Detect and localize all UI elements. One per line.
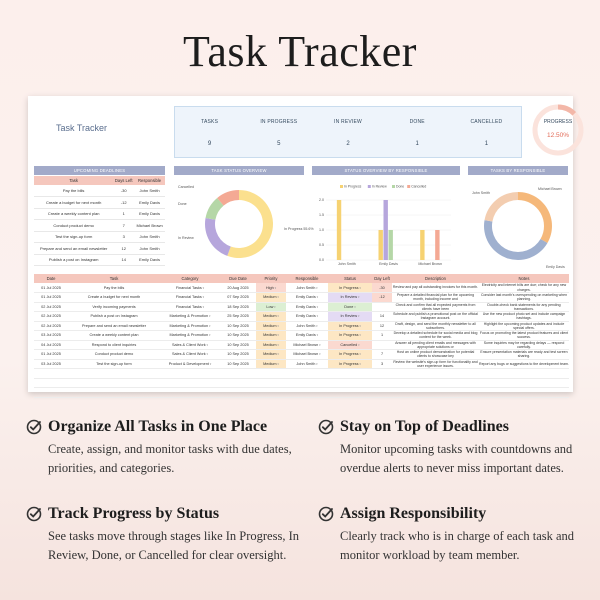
task-responsible[interactable]: Emily Davis ▾ — [286, 293, 328, 303]
check-badge-icon — [318, 506, 334, 522]
task-priority[interactable]: Medium ▾ — [256, 350, 286, 360]
task-days-left: 7 — [372, 350, 392, 360]
column-header: Category — [160, 274, 220, 283]
progress-ring-graphic — [528, 102, 588, 158]
stats-bar — [174, 106, 522, 158]
deadline-days-left: -30 — [113, 185, 134, 197]
task-date: 02 Jul 2025 — [34, 302, 68, 312]
y-tick-label: 1.5 — [319, 213, 324, 218]
chevron-down-icon[interactable]: ▾ — [358, 352, 361, 357]
task-notes: Some inquiries may be regarding delays — respond carefully. — [479, 340, 569, 350]
task-name: Create a budget for next month — [68, 293, 160, 303]
task-description: Draft, design, and send the monthly newsletter to all subscribers. — [392, 321, 479, 331]
slice-label: Michael Brown — [538, 187, 562, 191]
task-description: Schedule and publish a promotional post on the official Instagram account. — [393, 312, 478, 321]
task-date — [34, 378, 68, 388]
task-description — [392, 378, 479, 388]
chevron-down-icon[interactable]: ▾ — [315, 304, 319, 309]
deadline-days-left: -12 — [113, 197, 134, 209]
chevron-down-icon[interactable]: ▾ — [315, 323, 318, 328]
legend-label: Done — [396, 184, 405, 189]
stat-label: DONE — [409, 119, 425, 125]
task-due-date: 10 Sep 2025 — [220, 331, 256, 341]
task-row[interactable] — [34, 331, 569, 341]
task-responsible[interactable]: Emily Davis ▾ — [286, 312, 328, 322]
chevron-down-icon[interactable]: ▾ — [315, 333, 319, 338]
task-priority[interactable]: Low ▾ — [256, 302, 286, 312]
task-days-left — [372, 369, 392, 379]
task-date: 01 Jul 2025 — [34, 283, 68, 293]
chevron-down-icon[interactable]: ▾ — [315, 361, 318, 366]
task-date — [34, 388, 68, 398]
stat-value: 1 — [484, 141, 489, 147]
check-badge-icon — [26, 506, 42, 522]
chevron-down-icon[interactable]: ▾ — [358, 361, 361, 366]
responsible-slice — [518, 192, 552, 243]
status-donut-chart — [174, 178, 314, 270]
stat-value: 9 — [207, 141, 212, 147]
y-tick-label: 0.5 — [319, 243, 324, 248]
task-description: Host an online product demonstration for potential clients to showcase key — [392, 350, 479, 360]
task-name: Publish a post on Instagram — [68, 312, 160, 322]
task-date: 01 Jul 2025 — [34, 293, 68, 303]
status-by-responsible-header: STATUS OVERVIEW BY RESPONSIBLE — [312, 166, 460, 175]
chevron-down-icon[interactable]: ▾ — [205, 352, 209, 357]
task-row[interactable] — [34, 350, 569, 360]
deadline-row[interactable] — [34, 208, 165, 220]
empty-row[interactable] — [34, 378, 569, 388]
stat-cancelled — [452, 107, 521, 157]
chevron-down-icon[interactable]: ▾ — [318, 342, 321, 347]
deadline-task: Conduct product demo — [34, 220, 113, 232]
deadline-task: Create a budget for next month — [34, 197, 113, 209]
task-name: Respond to client inquiries — [68, 340, 160, 350]
slice-label: Cancelled — [178, 185, 194, 189]
y-tick-label: 0.0 — [319, 258, 324, 263]
task-priority[interactable]: Medium ▾ — [256, 331, 286, 341]
task-due-date — [220, 378, 256, 388]
feature-text: Monitor upcoming tasks with countdowns and overdue alerts to never miss important dates. — [340, 442, 573, 475]
task-days-left: 12 — [372, 321, 392, 331]
chevron-down-icon[interactable]: ▾ — [358, 285, 361, 290]
deadline-days-left: 3 — [113, 231, 134, 243]
chevron-down-icon[interactable]: ▾ — [273, 304, 276, 309]
task-days-left — [372, 388, 392, 398]
deadline-row[interactable] — [34, 220, 165, 232]
deadline-responsible: Emily Davis — [134, 208, 165, 220]
task-days-left — [372, 340, 392, 350]
feature-deadlines — [318, 418, 588, 478]
task-row[interactable] — [34, 293, 569, 303]
task-responsible — [286, 378, 328, 388]
page-title: Task Tracker — [183, 27, 417, 76]
task-priority — [256, 378, 286, 388]
task-responsible[interactable]: Emily Davis ▾ — [286, 331, 328, 341]
chevron-down-icon[interactable]: ▾ — [318, 352, 321, 357]
chevron-down-icon[interactable]: ▾ — [357, 314, 360, 319]
check-badge-icon — [318, 419, 334, 435]
task-description — [392, 369, 479, 379]
task-table — [34, 274, 569, 398]
task-priority[interactable]: Medium ▾ — [256, 340, 286, 350]
task-notes: Highlight the upcoming product updates and include special offers. — [479, 321, 569, 331]
deadline-days-left: 12 — [113, 243, 134, 255]
task-name: Conduct product demo — [68, 350, 160, 360]
x-tick-label: Michael Brown — [418, 262, 442, 266]
task-responsible[interactable]: John Smith ▾ — [286, 359, 328, 369]
task-description — [392, 388, 479, 398]
feature-text: See tasks move through stages like In Progress, In Review, Done, or Cancelled for clear oversight. — [48, 529, 300, 562]
task-status[interactable]: Done ▾ — [328, 302, 372, 312]
feature-progress — [26, 505, 306, 565]
check-badge-icon — [26, 419, 42, 435]
column-header: Notes — [479, 274, 569, 283]
legend-swatch — [368, 185, 371, 188]
task-category[interactable]: Marketing & Promotion ▾ — [160, 321, 220, 331]
task-date: 02 Jul 2025 — [34, 321, 68, 331]
column-header: Responsible — [134, 176, 165, 185]
column-header: Task — [68, 274, 160, 283]
responsible-slice — [484, 220, 547, 260]
column-header: Status — [328, 274, 372, 283]
task-priority[interactable]: Medium ▾ — [256, 293, 286, 303]
task-status[interactable]: In Review ▾ — [328, 293, 372, 303]
task-days-left: -30 — [372, 283, 392, 293]
chevron-down-icon[interactable]: ▾ — [273, 285, 277, 290]
deadline-task: Publish a post on Instagram — [34, 254, 113, 266]
task-notes: Focus on promoting the latest product features and client success. — [479, 331, 569, 340]
task-days-left: 1 — [372, 331, 392, 341]
deadline-days-left: 1 — [113, 208, 134, 220]
task-description: Check and confirm that all expected payments from clients have been — [392, 302, 479, 312]
column-header: Task — [34, 176, 113, 185]
task-notes: Report any bugs or suggestions to the development team. — [479, 359, 569, 369]
responsible-slice — [485, 192, 518, 221]
deadline-responsible: John Smith — [134, 185, 165, 197]
chevron-down-icon[interactable]: ▾ — [358, 333, 361, 338]
column-header: Date — [34, 274, 68, 283]
task-responsible[interactable]: John Smith ▾ — [286, 283, 328, 293]
task-date: 04 Jul 2025 — [34, 340, 68, 350]
task-due-date: 10 Sep 2025 — [220, 359, 256, 369]
task-name — [68, 378, 160, 388]
deadline-row[interactable] — [34, 197, 165, 209]
task-due-date: 10 Sep 2025 — [220, 321, 256, 331]
task-description: Answer all pending client emails and messages with appropriate solutions or — [392, 340, 479, 350]
task-notes: Electricity and internet bills are due; check for any new charges. — [479, 283, 569, 293]
task-date: 03 Jul 2025 — [34, 359, 68, 369]
progress-ring — [528, 102, 588, 158]
task-description: Develop a detailed schedule for social media and blog content for the week. — [393, 331, 478, 340]
stat-tasks — [175, 107, 244, 157]
stat-in-progress — [244, 107, 313, 157]
deadline-task: Pay the bills — [34, 185, 113, 197]
task-date: 03 Jul 2025 — [34, 331, 68, 341]
task-due-date: 07 Sep 2025 — [220, 293, 256, 303]
progress-label: PROGRESS — [543, 119, 573, 125]
sheet-logo: Task Tracker — [56, 123, 108, 133]
chevron-down-icon[interactable]: ▾ — [276, 342, 279, 347]
task-category[interactable]: Financial Tasks ▾ — [160, 302, 220, 312]
chevron-down-icon[interactable]: ▾ — [205, 342, 209, 347]
task-category[interactable]: Marketing & Promotion ▾ — [160, 331, 220, 341]
task-date: 02 Jul 2025 — [34, 312, 68, 322]
column-header: Responsible — [286, 274, 328, 283]
slice-label: In Review — [178, 236, 194, 240]
status-overview-header: TASK STATUS OVERVIEW — [174, 166, 304, 175]
status-slice — [205, 218, 231, 256]
task-due-date: 10 Sep 2025 — [220, 350, 256, 360]
task-category[interactable]: Sales & Client Work ▾ — [160, 340, 220, 350]
task-status[interactable]: In Progress ▾ — [328, 283, 372, 293]
feature-text: Create, assign, and monitor tasks with due dates, priorities, and categories. — [48, 442, 292, 475]
task-responsible[interactable]: Michael Brown ▾ — [286, 340, 328, 350]
responsible-donut-chart — [468, 178, 568, 270]
task-name — [68, 369, 160, 379]
stat-value: 2 — [346, 141, 350, 147]
task-priority[interactable]: High ▾ — [256, 283, 286, 293]
task-days-left: -12 — [372, 293, 392, 303]
task-responsible — [286, 388, 328, 398]
task-due-date — [220, 388, 256, 398]
feature-title: Assign Responsibility — [340, 505, 487, 522]
chevron-down-icon[interactable]: ▾ — [315, 314, 319, 319]
task-category[interactable]: Product & Development ▾ — [160, 359, 220, 369]
deadline-responsible: John Smith — [134, 243, 165, 255]
deadline-task: Test the sign-up form — [34, 231, 113, 243]
chevron-down-icon[interactable]: ▾ — [276, 361, 279, 366]
chevron-down-icon[interactable]: ▾ — [276, 333, 279, 338]
task-responsible[interactable]: John Smith ▾ — [286, 321, 328, 331]
task-category — [160, 378, 220, 388]
x-tick-label: John Smith — [337, 262, 356, 266]
progress-value: 12.50% — [546, 132, 570, 139]
task-row[interactable] — [34, 283, 569, 293]
task-due-date: 25 Sep 2025 — [220, 312, 256, 322]
task-description: Prepare a detailed financial plan for the upcoming month, including income and — [392, 293, 479, 303]
status-bar-chart — [312, 178, 460, 270]
task-name — [68, 388, 160, 398]
stat-value: 5 — [277, 141, 281, 147]
task-status — [328, 378, 372, 388]
chevron-down-icon[interactable]: ▾ — [208, 314, 211, 319]
task-status[interactable]: In Progress ▾ — [328, 350, 372, 360]
task-status[interactable]: In Progress ▾ — [328, 331, 372, 341]
stat-value: 1 — [415, 141, 419, 147]
task-date — [34, 369, 68, 379]
spreadsheet-preview — [28, 96, 573, 392]
task-status — [328, 388, 372, 398]
task-notes — [479, 378, 569, 388]
task-row[interactable] — [34, 312, 569, 322]
bar — [435, 230, 439, 260]
task-name: Verify incoming payments — [68, 302, 160, 312]
chevron-down-icon[interactable]: ▾ — [208, 361, 212, 366]
task-responsible[interactable]: Emily Davis ▾ — [286, 302, 328, 312]
task-priority — [256, 369, 286, 379]
bar — [389, 230, 393, 260]
deadline-row[interactable] — [34, 254, 165, 266]
chevron-down-icon[interactable]: ▾ — [201, 285, 205, 290]
task-priority[interactable]: Medium ▾ — [256, 321, 286, 331]
task-name: Prepare and send an email newsletter — [68, 321, 160, 331]
feature-organize — [26, 418, 296, 478]
task-notes: Use the new product photo set and include campaign hashtags. — [479, 312, 569, 322]
task-status — [328, 369, 372, 379]
feature-title: Stay on Top of Deadlines — [340, 418, 509, 435]
deadline-task: Prepare and send an email newsletter — [34, 243, 113, 255]
upcoming-deadlines-header: UPCOMING DEADLINES — [34, 166, 165, 175]
stat-label: IN PROGRESS — [260, 119, 298, 125]
task-notes — [479, 369, 569, 379]
chevron-down-icon[interactable]: ▾ — [357, 295, 360, 300]
task-name: Pay the bills — [68, 283, 160, 293]
deadline-task: Create a weekly content plan — [34, 208, 113, 220]
task-row[interactable] — [34, 302, 569, 312]
task-due-date: 18 Sep 2025 — [220, 302, 256, 312]
slice-label: Done — [178, 202, 187, 206]
chevron-down-icon[interactable]: ▾ — [201, 295, 205, 300]
feature-text: Clearly track who is in charge of each task and monitor workload by team member. — [340, 529, 575, 562]
chevron-down-icon[interactable]: ▾ — [353, 304, 356, 309]
deadline-responsible: Emily Davis — [134, 197, 165, 209]
chevron-down-icon[interactable]: ▾ — [358, 323, 361, 328]
task-description: Review and pay all outstanding invoices for this month. — [392, 283, 479, 293]
task-days-left — [372, 378, 392, 388]
legend-label: Cancelled — [411, 184, 427, 189]
task-date: 01 Jul 2025 — [34, 350, 68, 360]
task-status[interactable]: In Progress ▾ — [328, 359, 372, 369]
stat-label: CANCELLED — [470, 119, 503, 125]
column-header: Description — [392, 274, 479, 283]
feature-title: Track Progress by Status — [48, 505, 220, 522]
deadline-row[interactable] — [34, 185, 165, 197]
task-notes: Double-check bank statements for any pending transactions. — [479, 302, 569, 312]
empty-row[interactable] — [34, 369, 569, 379]
chevron-down-icon[interactable]: ▾ — [276, 295, 279, 300]
task-notes: Consider last month's overspending on marketing when planning. — [480, 293, 568, 302]
y-tick-label: 1.0 — [319, 228, 324, 233]
task-priority — [256, 388, 286, 398]
task-category[interactable]: Marketing & Promotion ▾ — [160, 312, 220, 322]
chevron-down-icon[interactable]: ▾ — [208, 323, 211, 328]
legend-label: In Progress — [344, 184, 362, 189]
task-due-date: 10 Sep 2025 — [220, 340, 256, 350]
chevron-down-icon[interactable]: ▾ — [201, 304, 205, 309]
task-row[interactable] — [34, 340, 569, 350]
task-responsible[interactable]: Michael Brown ▾ — [286, 350, 328, 360]
y-tick-label: 2.0 — [319, 198, 324, 203]
bar — [337, 200, 341, 260]
task-category[interactable]: Financial Tasks ▾ — [160, 283, 220, 293]
task-description: Review the website's sign-up form for functionality and user experience issues. — [393, 359, 478, 368]
task-status[interactable]: In Review ▾ — [328, 312, 372, 322]
upcoming-deadlines-table — [34, 176, 165, 266]
stat-label: IN REVIEW — [334, 119, 362, 125]
task-notes — [479, 388, 569, 398]
chevron-down-icon[interactable]: ▾ — [276, 352, 279, 357]
stat-done — [383, 107, 452, 157]
legend-swatch — [392, 185, 395, 188]
task-status[interactable]: In Progress ▾ — [328, 321, 372, 331]
chevron-down-icon[interactable]: ▾ — [276, 314, 279, 319]
column-header: Days Left — [114, 178, 133, 183]
chevron-down-icon[interactable]: ▾ — [357, 342, 360, 347]
task-category — [160, 369, 220, 379]
task-responsible — [286, 369, 328, 379]
task-notes: Ensure presentation materials are ready and test screen sharing. — [480, 350, 568, 359]
chevron-down-icon[interactable]: ▾ — [315, 295, 319, 300]
task-due-date — [220, 369, 256, 379]
column-header: Day Left — [372, 274, 392, 283]
bar — [379, 230, 383, 260]
task-days-left: 14 — [372, 312, 392, 322]
chevron-down-icon[interactable]: ▾ — [208, 333, 211, 338]
task-row[interactable] — [34, 321, 569, 331]
deadline-row[interactable] — [34, 231, 165, 243]
task-priority[interactable]: Medium ▾ — [256, 359, 286, 369]
task-days-left: 3 — [372, 359, 392, 369]
tasks-by-responsible-header: TASKS BY RESPONSIBLE — [468, 166, 568, 175]
legend-label: In Review — [371, 184, 387, 189]
task-priority[interactable]: Medium ▾ — [256, 312, 286, 322]
empty-row[interactable] — [34, 388, 569, 398]
feature-title: Organize All Tasks in One Place — [48, 418, 268, 435]
deadline-row[interactable] — [34, 243, 165, 255]
slice-label: John Smith — [472, 191, 490, 195]
task-row[interactable] — [34, 359, 569, 369]
slice-label: Emily Davis — [546, 265, 565, 269]
deadline-days-left: 14 — [113, 254, 134, 266]
task-category — [160, 388, 220, 398]
column-header: Due Date — [220, 274, 256, 283]
task-days-left — [372, 302, 392, 312]
chevron-down-icon[interactable]: ▾ — [276, 323, 279, 328]
stat-label: TASKS — [201, 119, 219, 125]
column-header: Priority — [256, 274, 286, 283]
task-category[interactable]: Financial Tasks ▾ — [160, 293, 220, 303]
legend-swatch — [340, 185, 343, 188]
task-due-date: 20 Aug 2025 — [220, 283, 256, 293]
deadline-responsible: John Smith — [134, 231, 165, 243]
bar — [384, 200, 388, 260]
deadline-responsible: Michael Brown — [134, 220, 165, 232]
task-status[interactable]: Cancelled ▾ — [328, 340, 372, 350]
task-name: Create a weekly content plan — [68, 331, 160, 341]
bar — [420, 230, 424, 260]
legend-swatch — [407, 185, 410, 188]
deadline-responsible: Emily Davis — [134, 254, 165, 266]
slice-label: In Progress 55.6% — [284, 227, 314, 231]
deadline-days-left: 7 — [113, 220, 134, 232]
task-name: Test the sign-up form — [68, 359, 160, 369]
x-tick-label: Emily Davis — [379, 262, 398, 266]
feature-responsibility — [318, 505, 588, 565]
chevron-down-icon[interactable]: ▾ — [315, 285, 318, 290]
task-category[interactable]: Sales & Client Work ▾ — [160, 350, 220, 360]
stat-in-review — [313, 107, 382, 157]
